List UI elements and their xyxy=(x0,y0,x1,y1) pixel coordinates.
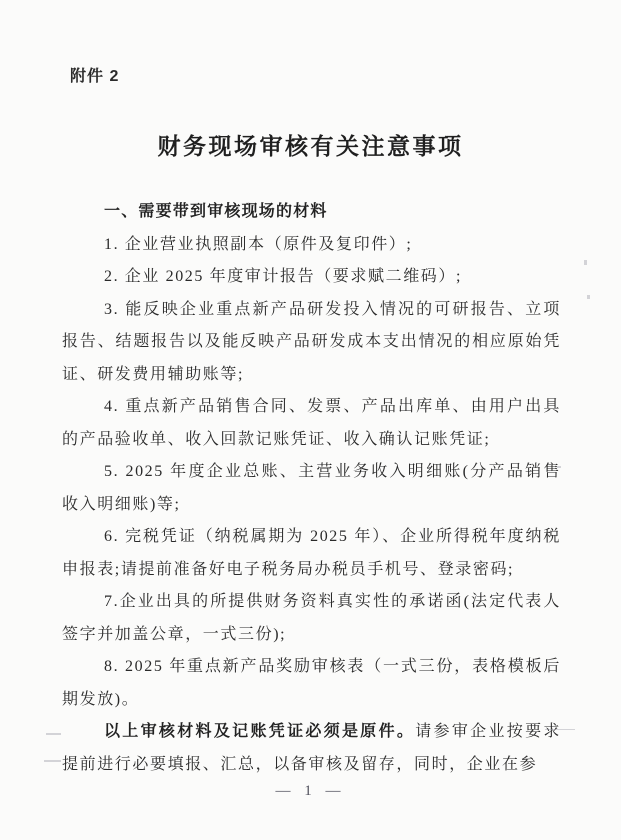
scan-artifact xyxy=(46,733,61,735)
list-item-8: 8. 2025 年重点新产品奖励审核表（一式三份，表格模板后期发放)。 xyxy=(62,658,561,708)
list-item-5: 5. 2025 年度企业总账、主营业务收入明细账(分产品销售收入明细账)等; xyxy=(62,463,561,513)
attachment-label: 附件 2 xyxy=(70,68,120,85)
section-heading: 一、需要带到审核现场的材料 xyxy=(104,203,328,220)
closing-paragraph xyxy=(62,716,561,781)
document-title: 财务现场审核有关注意事项 xyxy=(157,133,464,159)
list-item-7: 7.企业出具的所提供财务资料真实性的承诺函(法定代表人签字并加盖公章，一式三份); xyxy=(62,593,561,643)
closing-emphasis-text: 以上审核材料及记账凭证必须是原件。 xyxy=(104,723,416,740)
scan-artifact xyxy=(44,760,61,762)
page-number: — 1 — xyxy=(275,783,346,799)
list-item-6: 6. 完税凭证（纳税属期为 2025 年）、企业所得税年度纳税申报表;请提前准备好电子税务局办税员手机号、登录密码; xyxy=(62,528,561,578)
list-item-4: 4. 重点新产品销售合同、发票、产品出库单、由用户出具的产品验收单、收入回款记账凭证、收入确认记账凭证; xyxy=(62,398,561,448)
document-body xyxy=(62,196,561,781)
scan-artifact xyxy=(584,260,587,265)
scan-artifact xyxy=(587,295,590,299)
closing-regular-text: 请参审企业按要求提前进行必要填报、汇总，以备审核及留存，同时，企业在参 xyxy=(62,723,561,773)
list-item-3: 3. 能反映企业重点新产品研发投入情况的可研报告、立项报告、结题报告以及能反映产品研发成本支出情况的相应原始凭证、研发费用辅助账等; xyxy=(62,300,561,383)
list-item-2: 2. 企业 2025 年度审计报告（要求赋二维码）; xyxy=(104,268,463,285)
list-item-1: 1. 企业营业执照副本（原件及复印件）; xyxy=(104,235,413,253)
